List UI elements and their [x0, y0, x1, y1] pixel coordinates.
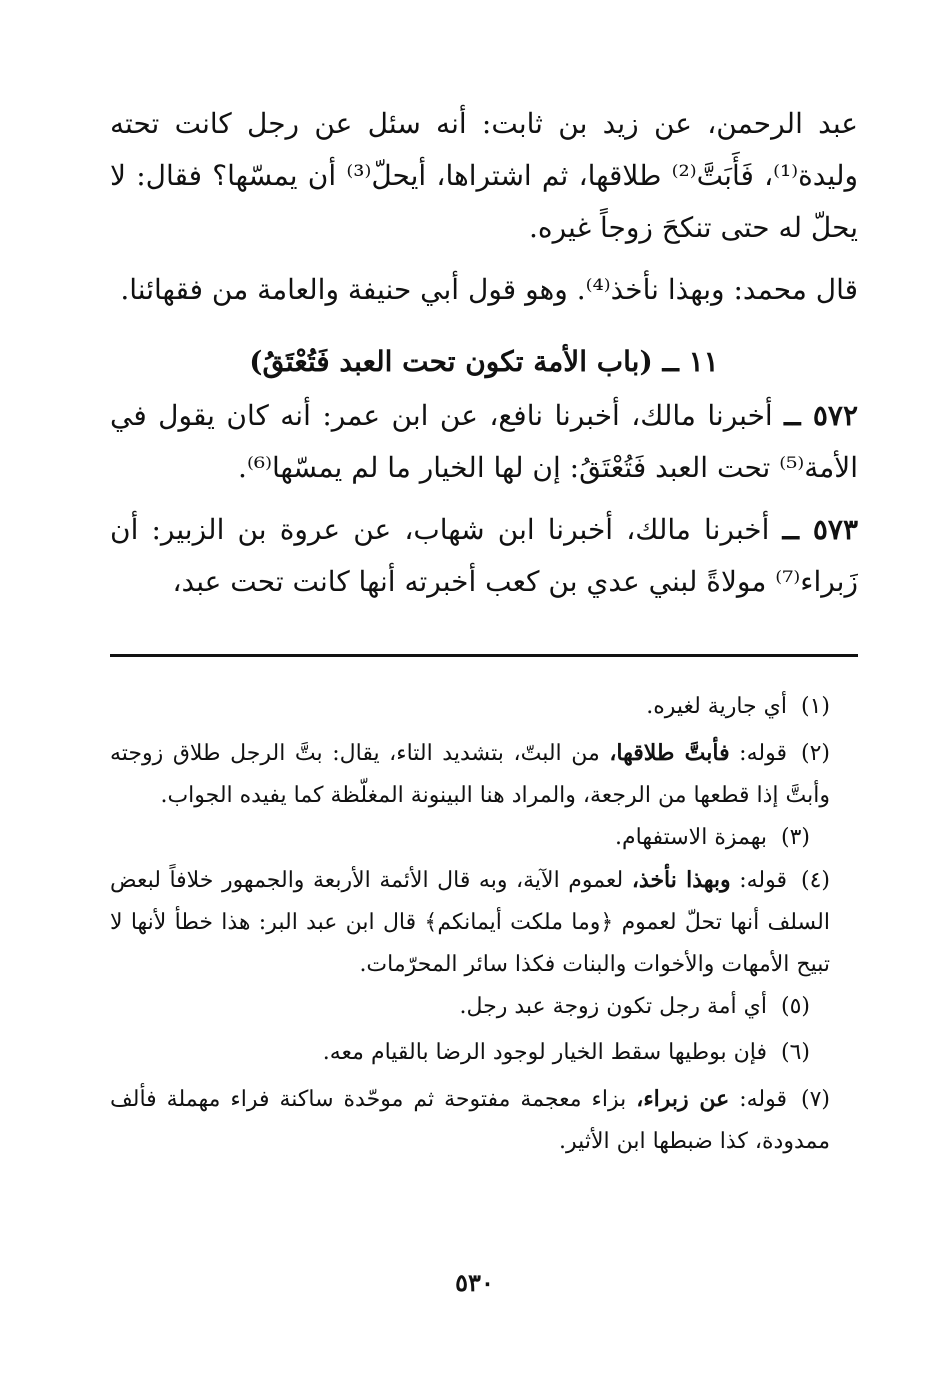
- footnote-text-continued: لعموم الآية، وبه قال الأئمة الأربعة والجمهور خلافاً لبعض السلف أنها تحلّ لعموم ﴿وما ملكت أيمانكم﴾ قال ابن عبد البر: هذا خطأ لأنها لا تبيح الأمهات والأخوات والبنات فكذا سائر المحرّمات.: [110, 868, 830, 977]
- footnote-number: (٤): [801, 868, 831, 893]
- hadith-572: [110, 390, 858, 494]
- hadith-572-text: أخبرنا مالك، أخبرنا نافع، عن ابن عمر: أنه كان يقول في الأمة⁽⁵⁾ تحت العبد فَتُعْتَقُ: إن لها الخيار ما لم يمسّها⁽⁶⁾.: [110, 399, 858, 484]
- footnote-number: (٦): [780, 1040, 810, 1065]
- hadith-573: [110, 504, 858, 608]
- footnote-text: قوله:: [730, 868, 787, 893]
- footnote-number: (١): [800, 694, 830, 719]
- paragraph-2: قال محمد: وبهذا نأخذ⁽⁴⁾. وهو قول أبي حنيفة والعامة من فقهائنا.: [120, 273, 858, 306]
- footnote-6: [110, 1032, 858, 1074]
- footnote-text: أي أمة رجل تكون زوجة عبد رجل.: [459, 994, 767, 1019]
- chapter-heading: ١١ ــ (باب الأمة تكون تحت العبد فَتُعْتَقُ): [249, 345, 719, 378]
- footnote-text: فإن بوطيها سقط الخيار لوجود الرضا بالقيام معه.: [322, 1040, 767, 1065]
- footnote-2: [110, 732, 858, 817]
- footnote-text-continued: بزاء معجمة مفتوحة ثم موحّدة ساكنة فراء مهملة فألف ممدودة، كذا ضبطها ابن الأثير.: [110, 1087, 830, 1154]
- footnote-text: قوله:: [729, 741, 787, 766]
- footnote-divider: [110, 654, 858, 657]
- paragraph-1: عبد الرحمن، عن زيد بن ثابت: أنه سئل عن رجل كانت تحته وليدة⁽¹⁾، فَأَبَتَّ⁽²⁾ طلاقها، ثم اشتراها، أيحلّ⁽³⁾ أن يمسّها؟ فقال: لا يحلّ له حتى تنكحَ زوجاً غيره.: [110, 107, 858, 244]
- footnote-3: [110, 817, 858, 859]
- footnote-keyword: وبهذا نأخذ،: [631, 867, 731, 893]
- footnote-number: (٣): [780, 825, 810, 850]
- page-number: ٥٣٠: [455, 1268, 494, 1297]
- footnote-7: [110, 1078, 858, 1163]
- footnote-number: (٧): [800, 1087, 830, 1112]
- hadith-573-text: أخبرنا مالك، أخبرنا ابن شهاب، عن عروة بن الزبير: أن زَبراء⁽⁷⁾ مولاةً لبني عدي بن كعب أخبرته أنها كانت تحت عبد،: [110, 513, 858, 598]
- hadith-573-number: ٥٧٣ ــ: [782, 513, 859, 546]
- footnote-number: (٥): [780, 994, 810, 1019]
- footnotes: [110, 686, 858, 1163]
- footnote-keyword: عن زبراء،: [636, 1086, 730, 1112]
- hadith-572-number: ٥٧٢ ــ: [784, 399, 859, 432]
- footnote-keyword: فأبتَّ طلاقها،: [609, 740, 730, 766]
- footnote-text: بهمزة الاستفهام.: [615, 825, 767, 850]
- footnote-text: أي جارية لغيره.: [646, 694, 787, 719]
- footnote-5: [110, 986, 858, 1028]
- main-text: [110, 98, 858, 608]
- footnote-1: [110, 686, 858, 728]
- footnote-number: (٢): [800, 741, 830, 766]
- footnote-4: [110, 859, 858, 986]
- footnote-text: قوله:: [729, 1087, 787, 1112]
- footnote-text-continued: من البتّ، بتشديد التاء، يقال: بتَّ الرجل طلاق زوجته وأبتَّ إذا قطعها من الرجعة، والمراد هنا البينونة المغلّظة كما يفيده الجواب.: [110, 741, 830, 808]
